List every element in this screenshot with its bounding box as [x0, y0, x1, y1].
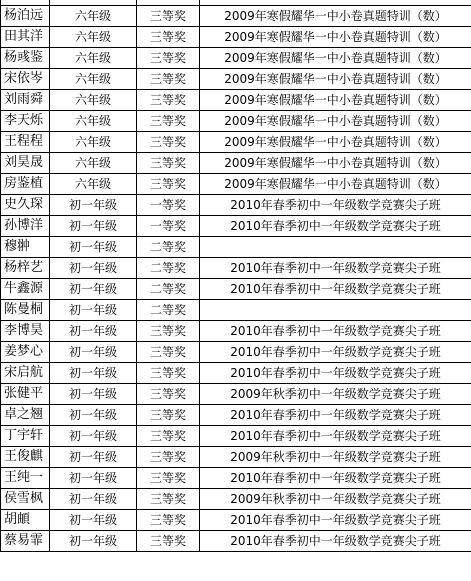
course-cell: 2010年春季初中一年级数学竞赛尖子班: [200, 258, 471, 279]
table-row: [1, 111, 471, 132]
table-row: [1, 321, 471, 342]
grade-cell: 六年级: [50, 132, 137, 153]
course-cell: 2010年春季初中一年级数学竞赛尖子班: [200, 510, 471, 531]
grade-cell: 初一年级: [50, 531, 137, 552]
award-cell: 二等奖: [137, 237, 200, 258]
course-cell: 2009年寒假耀华一中小卷真题特训（数）: [200, 90, 471, 111]
award-cell: 三等奖: [137, 48, 200, 69]
grade-cell: 六年级: [50, 153, 137, 174]
award-cell: 三等奖: [137, 132, 200, 153]
student-name-cell: 刘昊晟: [1, 153, 50, 174]
grade-cell: 六年级: [50, 48, 137, 69]
course-cell: 2009年秋季初中一年级数学竞赛尖子班: [200, 447, 471, 468]
award-cell: 三等奖: [137, 27, 200, 48]
grade-cell: 初一年级: [50, 384, 137, 405]
table-row: [1, 468, 471, 489]
student-name-cell: 陈曼桐: [1, 300, 50, 321]
table-row: [1, 132, 471, 153]
course-cell: 2010年春季初中一年级数学竞赛尖子班: [200, 342, 471, 363]
grade-cell: 初一年级: [50, 300, 137, 321]
student-name-cell: 姜梦心: [1, 342, 50, 363]
table-row: [1, 363, 471, 384]
award-cell: 三等奖: [137, 468, 200, 489]
course-cell: 2010年春季初中一年级数学竞赛尖子班: [200, 279, 471, 300]
student-name-cell: 房鉴植: [1, 174, 50, 195]
student-name-cell: 卓之翘: [1, 405, 50, 426]
award-cell: 三等奖: [137, 426, 200, 447]
award-cell: 三等奖: [137, 489, 200, 510]
table-row: [1, 405, 471, 426]
grade-cell: 初一年级: [50, 258, 137, 279]
course-cell: [200, 300, 471, 321]
award-cell: 三等奖: [137, 90, 200, 111]
award-cell: 三等奖: [137, 363, 200, 384]
student-name-cell: 杨梓艺: [1, 258, 50, 279]
course-cell: 2010年春季初中一年级数学竞赛尖子班: [200, 321, 471, 342]
award-cell: 三等奖: [137, 405, 200, 426]
award-cell: 二等奖: [137, 258, 200, 279]
grade-cell: 初一年级: [50, 279, 137, 300]
course-cell: 2009年秋季初中一年级数学竞赛尖子班: [200, 384, 471, 405]
student-name-cell: 李博昊: [1, 321, 50, 342]
grade-cell: 初一年级: [50, 510, 137, 531]
student-name-cell: 穆翀: [1, 237, 50, 258]
grade-cell: 六年级: [50, 174, 137, 195]
grade-cell: 初一年级: [50, 195, 137, 216]
course-cell: 2010年春季初中一年级数学竞赛尖子班: [200, 405, 471, 426]
award-cell: 三等奖: [137, 531, 200, 552]
grade-cell: 六年级: [50, 27, 137, 48]
table-row: [1, 216, 471, 237]
student-name-cell: 蔡易霏: [1, 531, 50, 552]
course-cell: 2010年春季初中一年级数学竞赛尖子班: [200, 216, 471, 237]
course-cell: 2009年寒假耀华一中小卷真题特训（数）: [200, 174, 471, 195]
award-cell: 三等奖: [137, 447, 200, 468]
course-cell: 2010年春季初中一年级数学竞赛尖子班: [200, 426, 471, 447]
table-row: [1, 174, 471, 195]
award-cell: 三等奖: [137, 321, 200, 342]
course-cell: 2009年寒假耀华一中小卷真题特训（数）: [200, 48, 471, 69]
course-cell: 2009年寒假耀华一中小卷真题特训（数）: [200, 153, 471, 174]
table-row: [1, 384, 471, 405]
student-name-cell: 李天烁: [1, 111, 50, 132]
table-row: [1, 489, 471, 510]
grade-cell: 初一年级: [50, 216, 137, 237]
student-name-cell: 丁宇轩: [1, 426, 50, 447]
student-name-cell: 王俊麒: [1, 447, 50, 468]
grade-cell: 初一年级: [50, 447, 137, 468]
course-cell: 2009年寒假耀华一中小卷真题特训（数）: [200, 6, 471, 27]
student-name-cell: 孙博洋: [1, 216, 50, 237]
table-row: [1, 90, 471, 111]
course-cell: 2009年秋季初中一年级数学竞赛尖子班: [200, 489, 471, 510]
grade-cell: 六年级: [50, 111, 137, 132]
grade-cell: 初一年级: [50, 489, 137, 510]
student-name-cell: 杨彧鉴: [1, 48, 50, 69]
course-cell: 2009年寒假耀华一中小卷真题特训（数）: [200, 27, 471, 48]
student-name-cell: 宋依岑: [1, 69, 50, 90]
student-name-cell: 杨泊远: [1, 6, 50, 27]
award-cell: 二等奖: [137, 300, 200, 321]
table-row: [1, 510, 471, 531]
course-cell: 2009年寒假耀华一中小卷真题特训（数）: [200, 111, 471, 132]
award-cell: 三等奖: [137, 342, 200, 363]
grade-cell: 初一年级: [50, 426, 137, 447]
table-row: [1, 531, 471, 552]
course-cell: 2010年春季初中一年级数学竞赛尖子班: [200, 363, 471, 384]
course-cell: 2010年春季初中一年级数学竞赛尖子班: [200, 195, 471, 216]
table-row: [1, 342, 471, 363]
award-cell: 三等奖: [137, 384, 200, 405]
course-cell: [200, 237, 471, 258]
award-cell: 三等奖: [137, 153, 200, 174]
award-cell: 三等奖: [137, 174, 200, 195]
grade-cell: 初一年级: [50, 363, 137, 384]
table-row: [1, 447, 471, 468]
award-cell: 三等奖: [137, 510, 200, 531]
grade-cell: 六年级: [50, 6, 137, 27]
table-row: [1, 300, 471, 321]
award-cell: 一等奖: [137, 195, 200, 216]
table-row: [1, 48, 471, 69]
table-row: [1, 195, 471, 216]
table-row: [1, 27, 471, 48]
table-row: [1, 279, 471, 300]
student-name-cell: 王纯一: [1, 468, 50, 489]
student-name-cell: 张健平: [1, 384, 50, 405]
student-name-cell: 侯雪枫: [1, 489, 50, 510]
grade-cell: 初一年级: [50, 405, 137, 426]
table-row: [1, 237, 471, 258]
course-cell: 2009年寒假耀华一中小卷真题特训（数）: [200, 69, 471, 90]
award-cell: 三等奖: [137, 111, 200, 132]
grade-cell: 初一年级: [50, 468, 137, 489]
table-row: [1, 153, 471, 174]
grade-cell: 六年级: [50, 69, 137, 90]
grade-cell: 初一年级: [50, 237, 137, 258]
student-name-cell: 史久琛: [1, 195, 50, 216]
student-name-cell: 宋启航: [1, 363, 50, 384]
award-cell: 二等奖: [137, 279, 200, 300]
student-name-cell: 刘雨舜: [1, 90, 50, 111]
grade-cell: 初一年级: [50, 342, 137, 363]
student-name-cell: 胡頔: [1, 510, 50, 531]
award-cell: 一等奖: [137, 216, 200, 237]
award-cell: 三等奖: [137, 69, 200, 90]
grade-cell: 六年级: [50, 90, 137, 111]
course-cell: 2010年春季初中一年级数学竞赛尖子班: [200, 468, 471, 489]
table-row: [1, 258, 471, 279]
table-row: [1, 426, 471, 447]
student-name-cell: 牛鑫源: [1, 279, 50, 300]
award-cell: 三等奖: [137, 6, 200, 27]
award-table-body: [1, 0, 471, 552]
course-cell: 2010年春季初中一年级数学竞赛尖子班: [200, 531, 471, 552]
student-name-cell: 田其洋: [1, 27, 50, 48]
grade-cell: 初一年级: [50, 321, 137, 342]
table-row: [1, 6, 471, 27]
table-row: [1, 69, 471, 90]
student-name-cell: 王程程: [1, 132, 50, 153]
course-cell: 2009年寒假耀华一中小卷真题特训（数）: [200, 132, 471, 153]
